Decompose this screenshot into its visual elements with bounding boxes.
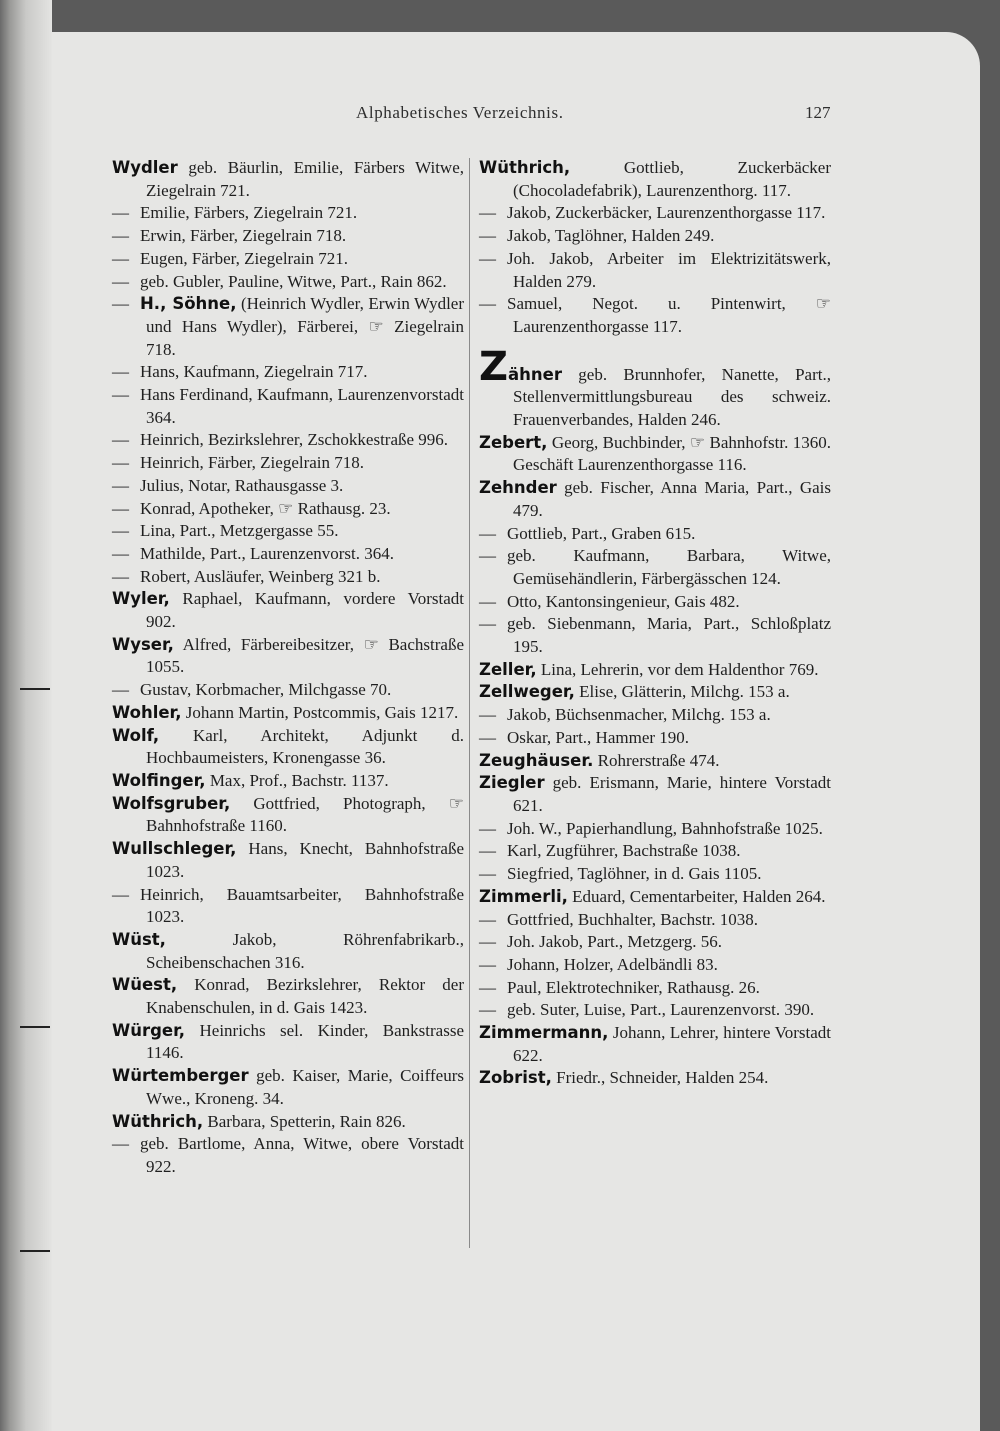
directory-entry <box>112 793 464 838</box>
entry-dash: — <box>479 203 496 223</box>
entry-details: Heinrichs sel. Kinder, Bankstrasse 1146. <box>146 1020 464 1063</box>
entry-details: Otto, Kantonsingenieur, Gais 482. <box>507 591 740 611</box>
entry-details: Julius, Notar, Rathausgasse 3. <box>140 475 344 495</box>
directory-entry <box>479 523 831 546</box>
entry-details: Eduard, Cementarbeiter, Halden 264. <box>567 886 826 906</box>
entry-details: Gustav, Korbmacher, Milchgasse 70. <box>140 680 392 700</box>
entry-details: Georg, Buchbinder, ☞ Bahnhofstr. 1360. Geschäft Laurenzenthorgasse 116. <box>513 432 831 475</box>
directory-entry <box>479 157 831 202</box>
entry-details: Johann, Holzer, Adelbändli 83. <box>507 954 718 974</box>
directory-entry <box>479 293 831 338</box>
entry-details: Raphael, Kaufmann, vordere Vorstadt 902. <box>146 589 464 632</box>
entry-details: Gottlieb, Part., Graben 615. <box>507 523 696 543</box>
entry-dash: — <box>479 614 496 634</box>
entry-surname: Wydler <box>112 158 178 177</box>
directory-entry <box>479 681 831 704</box>
entry-details: Heinrich, Färber, Ziegelrain 718. <box>140 453 365 473</box>
entry-dash: — <box>479 705 496 725</box>
directory-entry <box>112 1111 464 1134</box>
entry-details: Barbara, Spetterin, Rain 826. <box>203 1111 406 1131</box>
entry-details: Eugen, Färber, Ziegelrain 721. <box>140 248 348 268</box>
directory-entry <box>479 704 831 727</box>
entry-surname: Wüest, <box>112 975 178 995</box>
directory-entry <box>479 659 831 682</box>
entry-dash: — <box>112 294 129 314</box>
entry-surname: Wolfsgruber, <box>112 793 231 813</box>
directory-entry <box>479 909 831 932</box>
entry-dash: — <box>112 362 129 382</box>
directory-entry <box>479 248 831 293</box>
entry-surname: Zellweger, <box>479 682 575 702</box>
entry-surname: Wüst, <box>112 929 166 949</box>
directory-entry <box>112 679 464 702</box>
entry-details: geb. Siebenmann, Maria, Part., Schloßplatz 195. <box>507 614 831 657</box>
entry-details: Emilie, Färbers, Ziegelrain 721. <box>140 203 358 223</box>
entry-dash: — <box>479 546 496 566</box>
directory-entry <box>112 271 464 294</box>
directory-entry <box>479 863 831 886</box>
directory-entry <box>112 384 464 429</box>
directory-entry <box>479 343 831 432</box>
entry-surname: Zehnder <box>479 478 557 498</box>
entry-details: Konrad, Apotheker, ☞ Rathausg. 23. <box>140 498 391 518</box>
entry-dash: — <box>112 1134 129 1154</box>
directory-entry <box>112 702 464 725</box>
margin-mark <box>20 688 50 690</box>
entry-surname: Wullschleger, <box>112 839 237 859</box>
entry-surname: Zimmermann, <box>479 1023 609 1043</box>
directory-entry <box>479 727 831 750</box>
entry-surname: Wolfinger, <box>112 770 206 790</box>
entry-details: geb. Brunnhofer, Nanette, Part., Stellenvermittlungsbureau des schweiz. Frauenverbandes, Halden 246. <box>513 364 831 430</box>
entry-dash: — <box>112 385 129 405</box>
directory-entry <box>479 591 831 614</box>
directory-entry <box>479 477 831 522</box>
entry-dash: — <box>112 453 129 473</box>
entry-details: Joh. Jakob, Part., Metzgerg. 56. <box>507 932 722 952</box>
entry-initial: Z <box>479 343 509 390</box>
entry-surname: Wyser, <box>112 634 174 654</box>
entry-details: Max, Prof., Bachstr. 1137. <box>205 770 389 790</box>
page-number: 127 <box>805 103 831 122</box>
directory-entry <box>479 999 831 1022</box>
entry-dash: — <box>479 523 496 543</box>
entry-details: geb. Gubler, Pauline, Witwe, Part., Rain 862. <box>140 271 447 291</box>
directory-entry <box>112 475 464 498</box>
entry-dash: — <box>479 954 496 974</box>
directory-entry <box>112 520 464 543</box>
entry-details: Karl, Zugführer, Bachstraße 1038. <box>507 841 741 861</box>
entry-details: Gottfried, Photograph, ☞ Bahnhofstraße 1160. <box>146 793 464 836</box>
entry-dash: — <box>112 271 129 291</box>
directory-entry <box>479 886 831 909</box>
entry-dash: — <box>112 543 129 563</box>
entry-details: (Heinrich Wydler, Erwin Wydler und Hans Wydler), Färberei, ☞ Ziegelrain 718. <box>146 294 464 359</box>
entry-surname: H., Söhne, <box>140 294 237 314</box>
entry-dash: — <box>479 909 496 929</box>
directory-entry <box>112 634 464 679</box>
directory-entry <box>112 361 464 384</box>
entry-details: Lina, Part., Metzgergasse 55. <box>140 521 339 541</box>
directory-entry <box>112 1020 464 1065</box>
entry-dash: — <box>112 680 129 700</box>
directory-entry <box>112 838 464 883</box>
entry-details: Gottlieb, Zuckerbäcker (Chocoladefabrik), Laurenzenthorg. 117. <box>513 158 831 200</box>
entry-details: Rohrerstraße 474. <box>593 750 720 770</box>
directory-entry <box>112 588 464 633</box>
entry-details: Konrad, Bezirkslehrer, Rektor der Knabenschulen, in d. Gais 1423. <box>146 975 464 1018</box>
entry-surname: Wüthrich, <box>112 1111 204 1131</box>
entry-surname: Wüthrich, <box>479 158 571 177</box>
entry-surname: Wohler, <box>112 702 182 722</box>
entry-details: Paul, Elektrotechniker, Rathausg. 26. <box>507 977 760 997</box>
entry-dash: — <box>112 248 129 268</box>
entry-dash: — <box>112 566 129 586</box>
directory-entry <box>479 750 831 773</box>
right-column <box>479 157 831 1090</box>
entry-dash: — <box>112 498 129 518</box>
directory-entry <box>479 931 831 954</box>
entry-dash: — <box>112 430 129 450</box>
entry-details: Elise, Glätterin, Milchg. 153 a. <box>574 682 790 702</box>
directory-entry <box>112 1065 464 1110</box>
entry-dash: — <box>479 864 496 884</box>
entry-details: Alfred, Färbereibesitzer, ☞ Bachstraße 1055. <box>146 634 464 677</box>
entry-details: Heinrich, Bauamtsarbeiter, Bahnhofstraße 1023. <box>140 884 464 927</box>
entry-dash: — <box>479 727 496 747</box>
directory-entry <box>112 884 464 929</box>
directory-entry <box>479 840 831 863</box>
directory-entry <box>479 613 831 658</box>
entry-surname: ähner <box>508 364 562 384</box>
directory-entry <box>112 452 464 475</box>
entry-surname: Wolf, <box>112 725 160 745</box>
entry-details: geb. Bäurlin, Emilie, Färbers Witwe, Ziegelrain 721. <box>146 158 464 200</box>
entry-surname: Ziegler <box>479 773 545 793</box>
directory-entry <box>479 225 831 248</box>
entry-dash: — <box>479 248 496 268</box>
directory-entry <box>112 543 464 566</box>
entry-details: Johann Martin, Postcommis, Gais 1217. <box>181 702 459 722</box>
book-gutter <box>0 0 52 1431</box>
directory-entry <box>112 429 464 452</box>
entry-details: geb. Bartlome, Anna, Witwe, obere Vorstadt 922. <box>140 1134 464 1176</box>
entry-dash: — <box>479 1000 496 1020</box>
entry-details: Jakob, Zuckerbäcker, Laurenzenthorgasse 117. <box>507 203 826 223</box>
margin-mark <box>20 1026 50 1028</box>
directory-entry <box>112 566 464 589</box>
directory-entry <box>479 954 831 977</box>
entry-surname: Würger, <box>112 1020 186 1040</box>
directory-entry <box>112 929 464 974</box>
directory-entry <box>112 157 464 202</box>
entry-surname: Zebert, <box>479 432 548 452</box>
entry-details: Siegfried, Taglöhner, in d. Gais 1105. <box>507 864 762 884</box>
entry-details: Gottfried, Buchhalter, Bachstr. 1038. <box>507 909 758 929</box>
entry-details: Lina, Lehrerin, vor dem Haldenthor 769. <box>536 659 819 679</box>
directory-entry <box>112 725 464 770</box>
entry-surname: Wyler, <box>112 589 170 609</box>
entry-dash: — <box>479 226 496 246</box>
entry-dash: — <box>479 841 496 861</box>
entry-dash: — <box>112 203 129 223</box>
entry-details: geb. Kaufmann, Barbara, Witwe, Gemüsehändlerin, Färbergässchen 124. <box>507 546 831 588</box>
entry-dash: — <box>112 884 129 904</box>
running-header: Alphabetisches Verzeichnis. <box>356 103 564 122</box>
entry-details: Friedr., Schneider, Halden 254. <box>551 1068 769 1088</box>
directory-entry <box>112 293 464 361</box>
entry-details: Hans Ferdinand, Kaufmann, Laurenzenvorstadt 364. <box>140 385 464 427</box>
directory-entry <box>112 225 464 248</box>
directory-entry <box>479 1022 831 1067</box>
entry-dash: — <box>479 932 496 952</box>
entry-details: geb. Fischer, Anna Maria, Part., Gais 479. <box>513 478 831 520</box>
entry-details: Jakob, Röhrenfabrikarb., Scheibenschachen 316. <box>146 929 464 972</box>
entry-dash: — <box>112 475 129 495</box>
entry-details: Hans, Kaufmann, Ziegelrain 717. <box>140 362 368 382</box>
entry-details: Johann, Lehrer, hintere Vorstadt 622. <box>513 1023 831 1065</box>
entry-dash: — <box>112 521 129 541</box>
entry-details: Erwin, Färber, Ziegelrain 718. <box>140 226 347 246</box>
entry-surname: Zeller, <box>479 659 537 679</box>
entry-details: geb. Kaiser, Marie, Coiffeurs Wwe., Kroneng. 34. <box>146 1066 464 1108</box>
entry-details: Jakob, Taglöhner, Halden 249. <box>507 226 715 246</box>
directory-entry <box>112 974 464 1019</box>
entry-dash: — <box>479 977 496 997</box>
directory-entry <box>112 202 464 225</box>
directory-entry <box>112 498 464 521</box>
directory-entry <box>479 818 831 841</box>
directory-entry <box>479 202 831 225</box>
directory-entry <box>112 248 464 271</box>
entry-surname: Würtemberger <box>112 1066 249 1086</box>
entry-surname: Zeughäuser. <box>479 750 594 770</box>
entry-dash: — <box>479 591 496 611</box>
entry-surname: Zobrist, <box>479 1068 552 1088</box>
directory-entry <box>479 545 831 590</box>
entry-details: Hans, Knecht, Bahnhofstraße 1023. <box>146 839 464 881</box>
entry-details: geb. Suter, Luise, Part., Laurenzenvorst. 390. <box>507 1000 815 1020</box>
entry-details: Samuel, Negot. u. Pintenwirt, ☞ Laurenzenthorgasse 117. <box>507 294 831 336</box>
directory-entry <box>479 432 831 477</box>
entry-dash: — <box>479 818 496 838</box>
entry-dash: — <box>479 294 496 314</box>
directory-entry <box>479 772 831 817</box>
left-column <box>112 157 464 1179</box>
directory-entry <box>479 1067 831 1090</box>
entry-details: Karl, Architekt, Adjunkt d. Hochbaumeisters, Kronengasse 36. <box>146 725 464 768</box>
directory-entry <box>479 977 831 1000</box>
entry-dash: — <box>112 226 129 246</box>
column-divider <box>469 158 470 1248</box>
entry-details: Joh. W., Papierhandlung, Bahnhofstraße 1025. <box>507 818 823 838</box>
entry-details: Joh. Jakob, Arbeiter im Elektrizitätswerk, Halden 279. <box>507 248 831 291</box>
entry-details: Robert, Ausläufer, Weinberg 321 b. <box>140 566 381 586</box>
entry-details: Oskar, Part., Hammer 190. <box>507 727 690 747</box>
margin-mark <box>20 1250 50 1252</box>
entry-details: geb. Erismann, Marie, hintere Vorstadt 621. <box>513 773 831 815</box>
entry-details: Mathilde, Part., Laurenzenvorst. 364. <box>140 543 394 563</box>
entry-details: Jakob, Büchsenmacher, Milchg. 153 a. <box>507 705 771 725</box>
entry-details: Heinrich, Bezirkslehrer, Zschokkestraße 996. <box>140 430 449 450</box>
directory-entry <box>112 770 464 793</box>
entry-surname: Zimmerli, <box>479 886 568 906</box>
directory-entry <box>112 1133 464 1178</box>
